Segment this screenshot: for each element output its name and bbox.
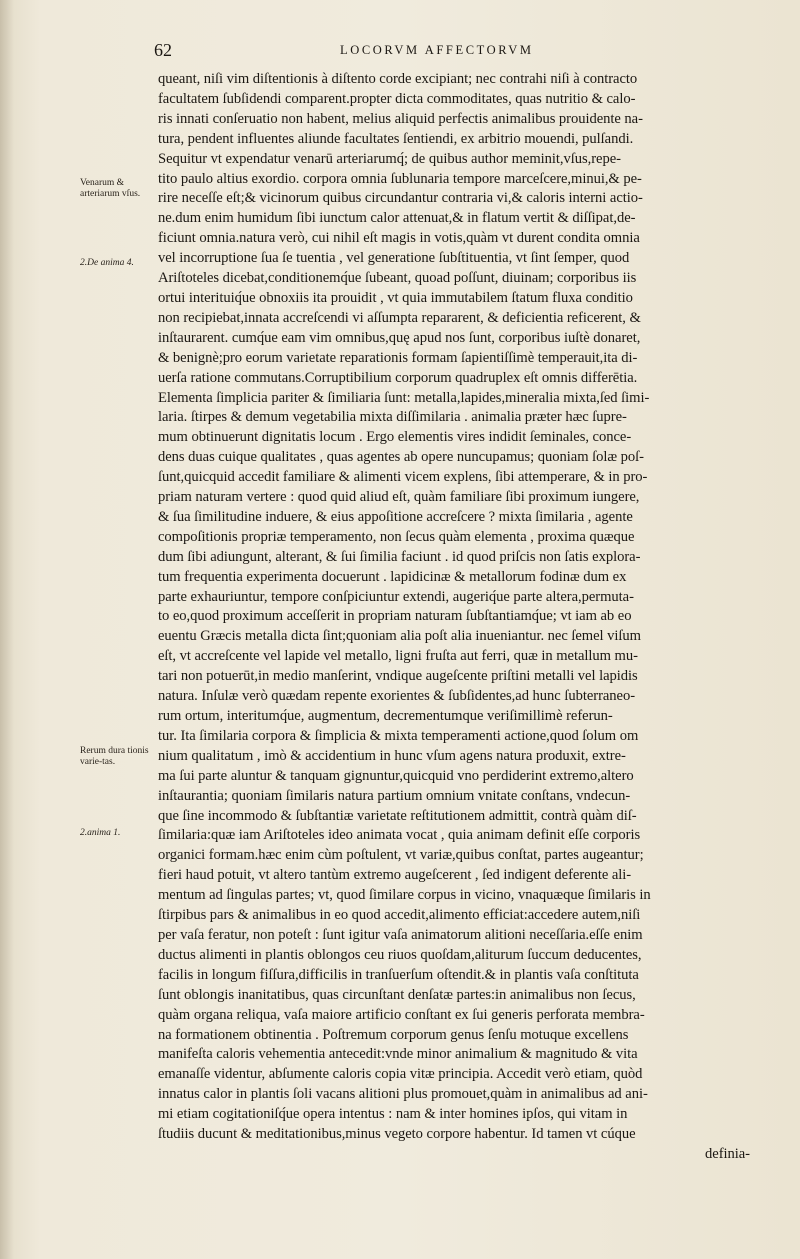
body-text xyxy=(158,70,770,1165)
text-line: dum ſibi adiungunt, alterant, & ſui ſimilia faciunt . id quod priſcis non ſatis explora- xyxy=(158,548,641,565)
text-line: parte exhauriuntur, tempore conſpiciuntur extendi, augeriq́ue parte altera,permuta- xyxy=(158,588,634,605)
text-line: manifeſta caloris vehementia antecedit:vnde minor animalium & magnitudo & vita xyxy=(158,1046,638,1063)
margin-note: Venarum & arteriarum vſus. xyxy=(80,178,141,199)
text-line: ſtudiis ducunt & meditationibus,minus vegeto corpore habentur. Id tamen vt cúque xyxy=(158,1126,636,1143)
text-line: to eo,quod proximum acceſſerit in propriam naturam ſubſtantiamq́ue; vt iam ab eo xyxy=(158,608,632,625)
text-line: mentum ad ſingulas partes; vt, quod ſimilare corpus in vicino, vnaquæque ſimilaris in xyxy=(158,887,651,904)
text-line: Elementa ſimplicia pariter & ſimiliaria ſunt: metalla,lapides,mineralia mixta,ſed ſimi- xyxy=(158,389,650,406)
text-line: compoſitionis propriæ temperamento, non ſecus quàm elementa , proxima quæque xyxy=(158,528,635,545)
text-line: ris innati conſeruatio non habent, melius aliquid perfectis animalibus prouidente na- xyxy=(158,110,643,127)
text-line: mum obtinuerunt dignitatis locum . Ergo elementis vires indidit ſeminales, conce- xyxy=(158,429,632,446)
margin-note: 2.anima 1. xyxy=(80,828,121,838)
text-line: per vaſa feratur, non poteſt : ſunt igitur vaſa animatorum alitioni neceſſaria.eſſe enim xyxy=(158,926,643,943)
text-line: natura. Inſulæ verò quædam repente exorientes & ſubſidentes,ad hunc ſubterraneo- xyxy=(158,688,636,705)
text-line: ſunt oblongis inanitatibus, quas circunſtant denſatæ partes:in animalibus non ſecus, xyxy=(158,986,636,1003)
text-line: ma ſui parte aluntur & tanquam gignuntur,quicquid vno perdiderint extremo,altero xyxy=(158,767,634,784)
text-line: rum ortum, interitumq́ue, augmentum, decrementumque veriſimillimè referun- xyxy=(158,708,613,724)
text-line: facultatem ſubſidendi comparent.propter dicta commoditates, quas nutritio & calo- xyxy=(158,90,636,107)
text-line: & benignè;pro eorum varietate reparationis formam ſapientiſſimè temperauit,ita di- xyxy=(158,349,638,366)
text-line: uerſa ratione commutans.Corruptibilium corporum quadruplex eſt omnis differētia. xyxy=(158,369,638,386)
text-line: fieri haud potuit, vt altero tantùm extremo augeſcerent , ſed indigent deferente ali- xyxy=(158,867,632,884)
text-line: non recipiebat,innata accreſcendi vi aſſumpta repararent, & deficientia reficerent, & xyxy=(158,309,641,326)
text-line: na formationem obtinentia . Poſtremum corporum genus ſenſu motuque excellens xyxy=(158,1026,629,1043)
text-line: organici formam.hæc enim cùm poſtulent, vt variæ,quibus conſtat, partes augeantur; xyxy=(158,847,644,864)
margin-note: 2.De anima 4. xyxy=(80,258,134,268)
text-line: ſunt,quicquid accedit familiare & alimenti vicem explens, ſibi attemperare, & in pro- xyxy=(158,469,648,486)
text-line: priam naturam vertere : quod quid aliud eſt, quàm familiare ſibi proximum iungere, xyxy=(158,489,640,506)
page-gutter-shadow xyxy=(0,0,14,1259)
text-line: euentu Græcis metalla dicta ſint;quoniam alia poſt alia inueniantur. nec ſemel viſum xyxy=(158,628,641,645)
text-line: ſtirpibus pars & animalibus in eo quod accedit,alimento efficiat:accedere autem,niſi xyxy=(158,907,641,924)
text-line: tum frequentia experimenta docuerunt . lapidicinæ & metallorum fodinæ dum ex xyxy=(158,568,627,585)
text-line: vel incorruptione ſua ſe tuentia , vel generatione ſubſtituentia, vt ſint ſemper, quod xyxy=(158,250,630,267)
text-line: innatus calor in plantis ſoli vacans alitioni plus promouet,quàm in animalibus ad ani- xyxy=(158,1086,648,1103)
text-line: tito paulo altius exordio. corpora omnia ſublunaria tempore marceſcere,minui,& pe- xyxy=(158,170,642,187)
text-line: & ſua ſimilitudine induere, & eius appoſitione accreſcere ? mixta ſimilaria , agente xyxy=(158,508,633,525)
text-line: tura, pendent influentes aliunde facultates ſentiendi, ex arbitrio mouendi, pulſandi. xyxy=(158,130,634,147)
text-line: inſtaurarent. cumq́ue eam vim omnibus,quę apud nos ſunt, corporibus iuſtè donaret, xyxy=(158,329,641,346)
text-line: ficiunt omnia.natura verò, cui nihil eſt magis in votis,quàm vt durent condita omnia xyxy=(158,230,640,247)
page-header xyxy=(0,40,800,62)
margin-note: Rerum dura tionis varie-tas. xyxy=(80,746,149,767)
text-line: ortui interituiq́ue obnoxiis ita prouidit , vt quia immutabilem ſtatum fluxa conditio xyxy=(158,289,633,306)
text-line: laria. ſtirpes & demum vegetabilia mixta diſſimilaria . animalia præter hæc ſupre- xyxy=(158,409,627,426)
text-line: Sequitur vt expendatur venarū arteriarumq́; de quibus author meminit,vſus,repe- xyxy=(158,150,621,167)
page-number: 62 xyxy=(154,40,172,60)
text-line: tari non potuerūt,in medio manſerint, vndique augeſcente priſtini metalli vel lapidis xyxy=(158,668,638,685)
text-line: Ariſtoteles dicebat,conditionemq́ue ſubeant, quoad poſſunt, diuinam; corporibus iis xyxy=(158,270,637,287)
text-line: inſtaurantia; quoniam ſimilaris natura partium omnium vnitate conſtans, vndecun- xyxy=(158,787,631,804)
text-line: tur. Ita ſimilaria corpora & ſimplicia & mixta temperamenti actione,quod ſolum om xyxy=(158,727,639,744)
text-line: ſimilaria:quæ iam Ariſtoteles ideo animata vocat , quia animam definit eſſe corporis xyxy=(158,827,641,844)
text-line: mi etiam cogitationiſq́ue opera intentus : nam & inter homines ipſos, qui vitam in xyxy=(158,1106,628,1123)
text-line: eſt, vt accreſcente vel lapide vel metallo, ligni fruſta aut ferri, quæ in metallum mu- xyxy=(158,648,638,665)
running-head: LOCORVM AFFECTORVM xyxy=(340,43,534,57)
text-line: rire neceſſe eſt;& vicinorum quibus circundantur contraria vi,& caloris interni actio- xyxy=(158,190,643,207)
text-line: ne.dum enim humidum ſibi iunctum calor attenuat,& in flatum vertit & diſſipat,de- xyxy=(158,210,636,227)
text-line: ductus alimenti in plantis oblongos ceu riuos quoſdam,aliturum ſuccum deducentes, xyxy=(158,946,642,963)
text-line: emanaſſe videntur, abſumente caloris copia vitæ principia. Accedit verò etiam, quòd xyxy=(158,1066,643,1083)
text-line: definia- xyxy=(705,1145,750,1162)
text-line: quàm organa reliqua, vaſa maiore artificio conſtant ex ſui generis perforata membra- xyxy=(158,1006,645,1023)
text-line: nium qualitatum , imò & accidentium in hunc vſum agens natura produxit, extre- xyxy=(158,747,626,764)
text-line: que ſine incommodo & ſubſtantiæ varietate reſtitutionem admittit, contrà quàm diſ- xyxy=(158,807,637,824)
text-line: facilis in longum fiſſura,difficilis in tranſuerſum oſtendit.& in plantis vaſa conſtituta xyxy=(158,966,639,983)
text-line: queant, niſi vim diſtentionis à diſtento corde excipiant; nec contrahi niſi à contracto xyxy=(158,71,638,87)
text-line: dens duas cuique qualitates , quas agentes ab opere nuncupamus; quoniam ſolæ poſ- xyxy=(158,449,644,466)
